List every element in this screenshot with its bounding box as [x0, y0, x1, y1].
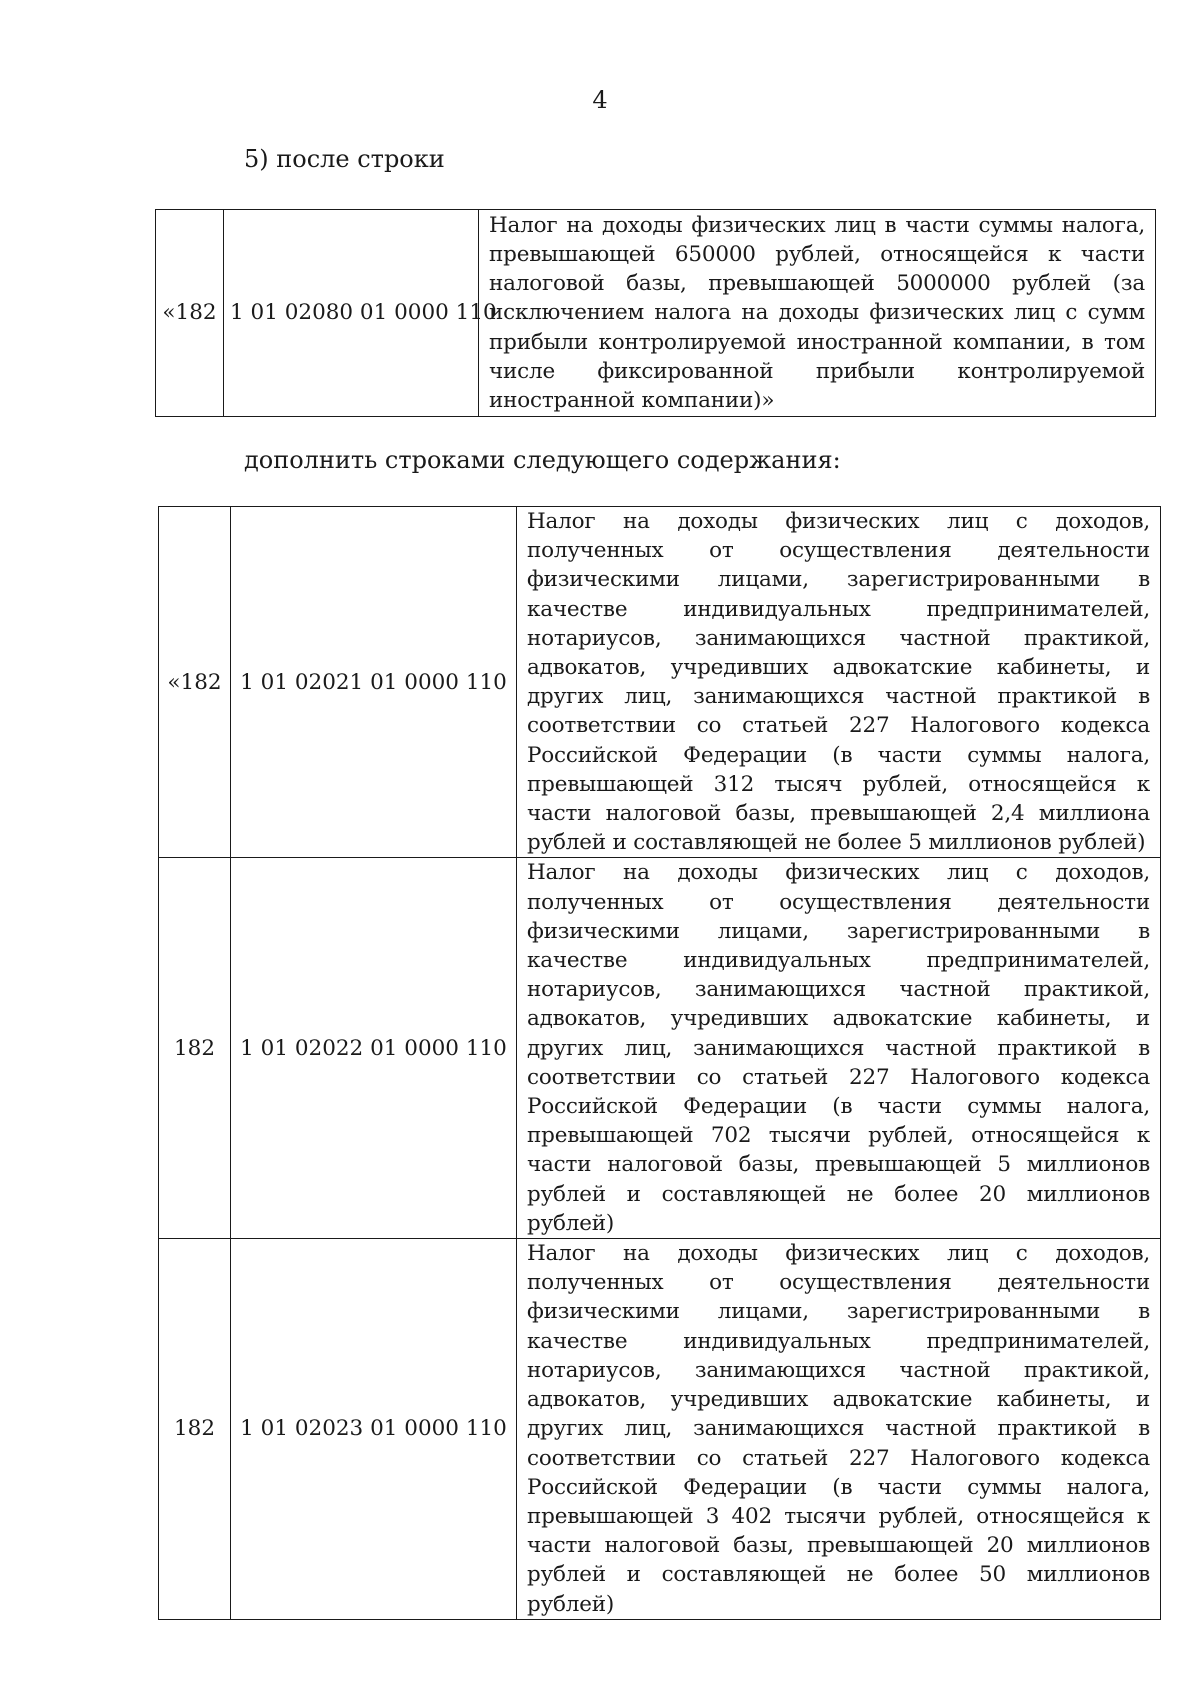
supplement-paragraph: дополнить строками следующего содержания: [244, 446, 841, 474]
description-cell: Налог на доходы физических лиц с доходов, полученных от осуществления деятельности физическими лицами, зарегистрированными в качестве индивидуальных предпринимателей, нотариусов, занимающихся частной практикой, адвокатов, учредивших адвокатские кабинеты, и других лиц, занимающихся частной практикой в соответствии со статьей 227 Налогового кодекса Российской Федерации (в части суммы налога, превышающей 3 402 тысячи рублей, относящейся к части налоговой базы, превышающей 20 миллионов рублей и составляющей не более 50 миллионов рублей) [517, 1239, 1161, 1620]
existing-row-table [155, 209, 1156, 417]
kbk-cell: 1 01 02022 01 0000 110 [231, 858, 517, 1239]
kbk-cell: 1 01 02021 01 0000 110 [231, 507, 517, 858]
description-cell: Налог на доходы физических лиц с доходов, полученных от осуществления деятельности физическими лицами, зарегистрированными в качестве индивидуальных предпринимателей, нотариусов, занимающихся частной практикой, адвокатов, учредивших адвокатские кабинеты, и других лиц, занимающихся частной практикой в соответствии со статьей 227 Налогового кодекса Российской Федерации (в части суммы налога, превышающей 702 тысячи рублей, относящейся к части налоговой базы, превышающей 5 миллионов рублей и составляющей не более 20 миллионов рублей) [517, 858, 1161, 1239]
budget-code-cell: 182 [159, 1239, 231, 1620]
table-row [159, 1239, 1161, 1620]
table-row [156, 210, 1156, 417]
kbk-cell: 1 01 02080 01 0000 110 [224, 210, 479, 417]
table-row [159, 507, 1161, 858]
budget-code-cell: 182 [159, 858, 231, 1239]
description-cell: Налог на доходы физических лиц в части суммы налога, превышающей 650000 рублей, относящейся к части налоговой базы, превышающей 5000000 рублей (за исключением налога на доходы физических лиц с сумм прибыли контролируемой иностранной компании, в том числе фиксированной прибыли контролируемой иностранной компании)» [479, 210, 1156, 417]
kbk-cell: 1 01 02023 01 0000 110 [231, 1239, 517, 1620]
new-rows-table [158, 506, 1161, 1620]
page-number: 4 [592, 86, 608, 114]
intro-paragraph: 5) после строки [244, 145, 445, 173]
budget-code-cell: «182 [156, 210, 224, 417]
table-row [159, 858, 1161, 1239]
budget-code-cell: «182 [159, 507, 231, 858]
description-cell: Налог на доходы физических лиц с доходов, полученных от осуществления деятельности физическими лицами, зарегистрированными в качестве индивидуальных предпринимателей, нотариусов, занимающихся частной практикой, адвокатов, учредивших адвокатские кабинеты, и других лиц, занимающихся частной практикой в соответствии со статьей 227 Налогового кодекса Российской Федерации (в части суммы налога, превышающей 312 тысяч рублей, относящейся к части налоговой базы, превышающей 2,4 миллиона рублей и составляющей не более 5 миллионов рублей) [517, 507, 1161, 858]
